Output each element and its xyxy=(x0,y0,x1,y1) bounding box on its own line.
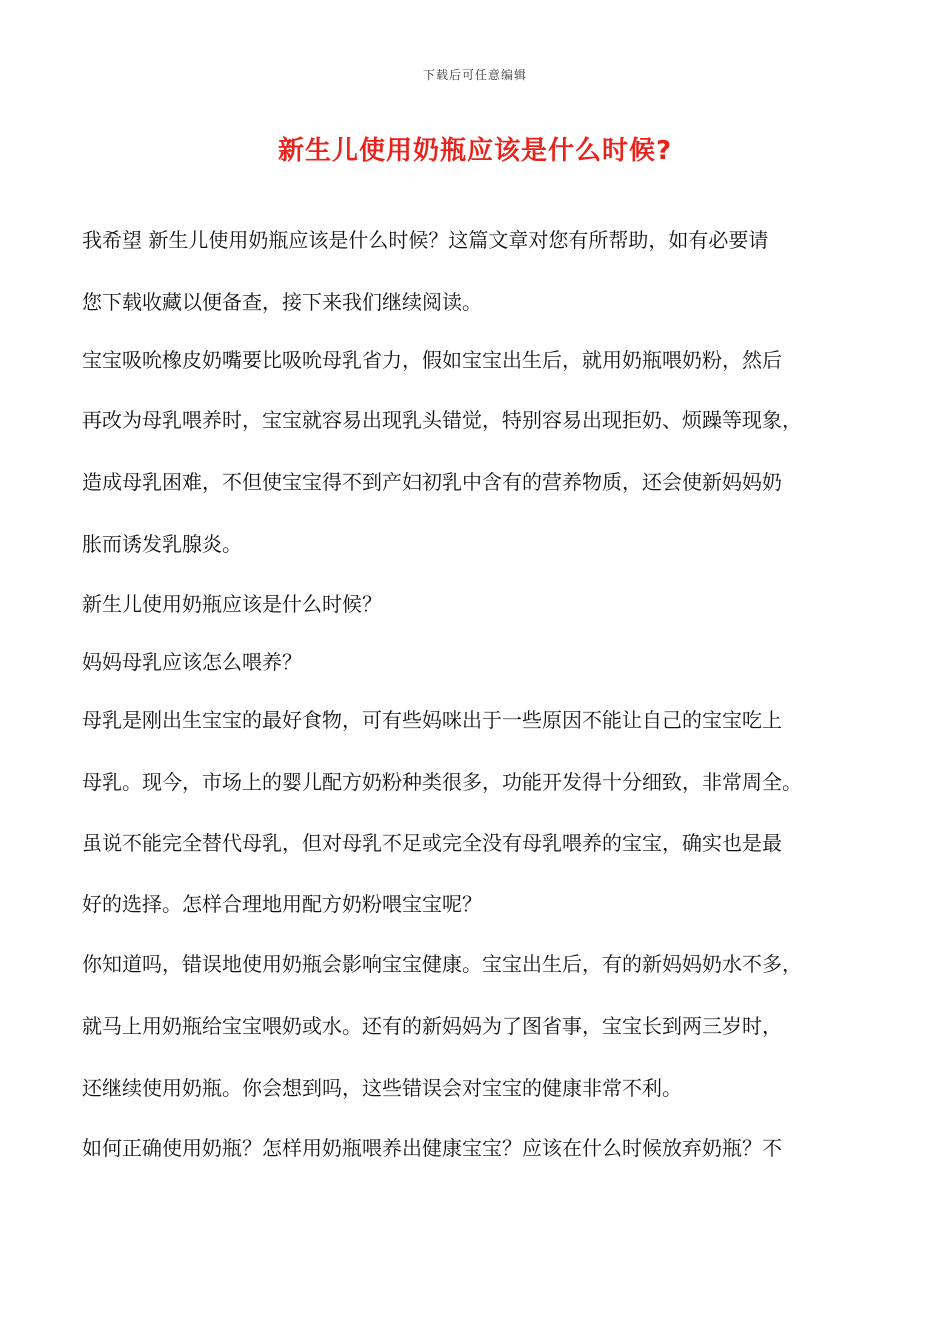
body-line: 新生儿使用奶瓶应该是什么时候？ xyxy=(82,592,382,616)
body-line: 再改为母乳喂养时，宝宝就容易出现乳头错觉，特别容易出现拒奶、烦躁等现象， xyxy=(82,408,802,432)
body-line: 你知道吗，错误地使用奶瓶会影响宝宝健康。宝宝出生后，有的新妈妈奶水不多， xyxy=(82,952,802,976)
body-line: 如何正确使用奶瓶？怎样用奶瓶喂养出健康宝宝？应该在什么时候放弃奶瓶？不 xyxy=(82,1136,782,1160)
body-line: 母乳是刚出生宝宝的最好食物，可有些妈咪出于一些原因不能让自己的宝宝吃上 xyxy=(82,708,782,732)
body-line: 还继续使用奶瓶。你会想到吗，这些错误会对宝宝的健康非常不利。 xyxy=(82,1076,682,1100)
body-line: 就马上用奶瓶给宝宝喂奶或水。还有的新妈妈为了图省事，宝宝长到两三岁时， xyxy=(82,1014,782,1038)
page-title: 新生儿使用奶瓶应该是什么时候? xyxy=(277,136,673,166)
body-line: 胀而诱发乳腺炎。 xyxy=(82,532,242,556)
body-line: 妈妈母乳应该怎么喂养？ xyxy=(82,650,302,674)
body-line: 我希望 新生儿使用奶瓶应该是什么时候？这篇文章对您有所帮助，如有必要请 xyxy=(82,228,769,252)
body-line: 好的选择。怎样合理地用配方奶粉喂宝宝呢？ xyxy=(82,892,482,916)
body-line: 母乳。现今，市场上的婴儿配方奶粉种类很多，功能开发得十分细致，非常周全。 xyxy=(82,770,802,794)
header-note: 下载后可任意编辑 xyxy=(422,68,527,82)
body-line: 造成母乳困难，不但使宝宝得不到产妇初乳中含有的营养物质，还会使新妈妈奶 xyxy=(82,470,782,494)
body-line: 您下载收藏以便备查，接下来我们继续阅读。 xyxy=(82,290,482,314)
body-line: 宝宝吸吮橡皮奶嘴要比吸吮母乳省力，假如宝宝出生后，就用奶瓶喂奶粉，然后 xyxy=(82,348,782,372)
body-line: 虽说不能完全替代母乳，但对母乳不足或完全没有母乳喂养的宝宝，确实也是最 xyxy=(82,831,782,855)
